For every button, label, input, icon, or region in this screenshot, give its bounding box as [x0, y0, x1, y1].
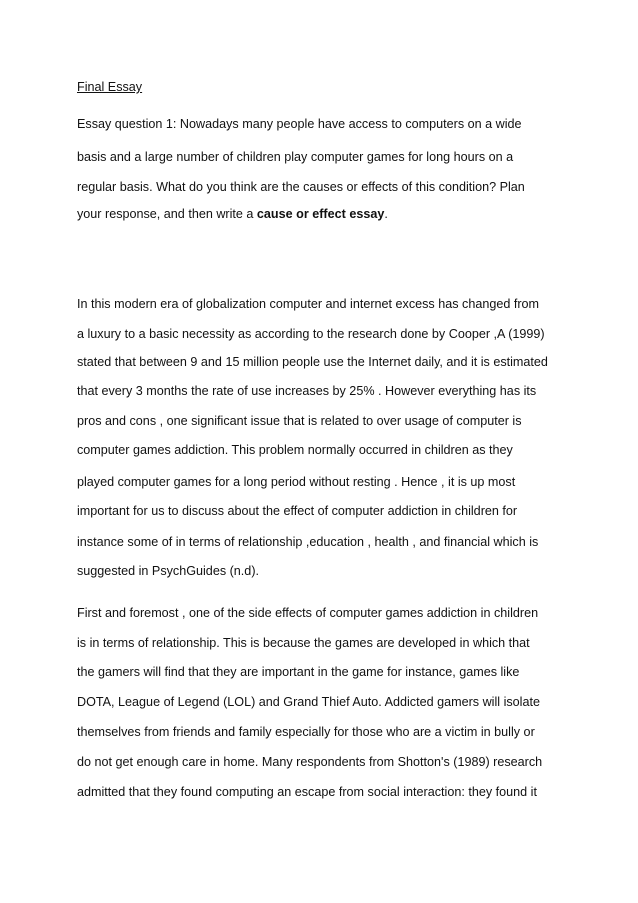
paragraph1-line: pros and cons , one significant issue that is related to over usage of computer is: [77, 414, 522, 428]
paragraph2-line: the gamers will find that they are important in the game for instance, games like: [77, 665, 520, 679]
question-emphasis: cause or effect essay: [256, 207, 385, 221]
paragraph1-line: a luxury to a basic necessity as according to the research done by Cooper ,A (1999): [77, 327, 545, 341]
question-line-4-start: your response, and then write a: [77, 207, 257, 221]
question-line-1: Essay question 1: Nowadays many people have access to computers on a wide: [77, 117, 522, 131]
paragraph2-line: themselves from friends and family especially for those who are a victim in bully or: [77, 725, 535, 739]
paragraph1-line: that every 3 months the rate of use increases by 25% . However everything has its: [77, 384, 537, 398]
paragraph1-line: stated that between 9 and 15 million people use the Internet daily, and it is estimated: [77, 355, 548, 369]
paragraph2-line: admitted that they found computing an escape from social interaction: they found it: [77, 785, 537, 799]
paragraph1-line: In this modern era of globalization computer and internet excess has changed from: [77, 297, 540, 311]
paragraph1-line: computer games addiction. This problem normally occurred in children as they: [77, 443, 513, 457]
paragraph2-line: First and foremost , one of the side effects of computer games addiction in children: [77, 606, 539, 620]
paragraph2-line: do not get enough care in home. Many respondents from Shotton's (1989) research: [77, 755, 543, 769]
paragraph1-line: played computer games for a long period without resting . Hence , it is up most: [77, 475, 516, 489]
paragraph2-line: DOTA, League of Legend (LOL) and Grand Thief Auto. Addicted gamers will isolate: [77, 695, 540, 709]
question-line-2: basis and a large number of children play computer games for long hours on a: [77, 150, 514, 164]
question-line-4-end: .: [384, 207, 388, 221]
question-line-4: [77, 206, 388, 222]
question-line-3: regular basis. What do you think are the causes or effects of this condition? Plan: [77, 180, 525, 194]
paragraph1-line: important for us to discuss about the effect of computer addiction in children for: [77, 504, 518, 518]
essay-title: Final Essay: [77, 80, 143, 94]
paragraph1-line: instance some of in terms of relationship ,education , health , and financial which is: [77, 535, 539, 549]
paragraph2-line: is in terms of relationship. This is because the games are developed in which that: [77, 636, 530, 650]
paragraph1-line: suggested in PsychGuides (n.d).: [77, 564, 260, 578]
